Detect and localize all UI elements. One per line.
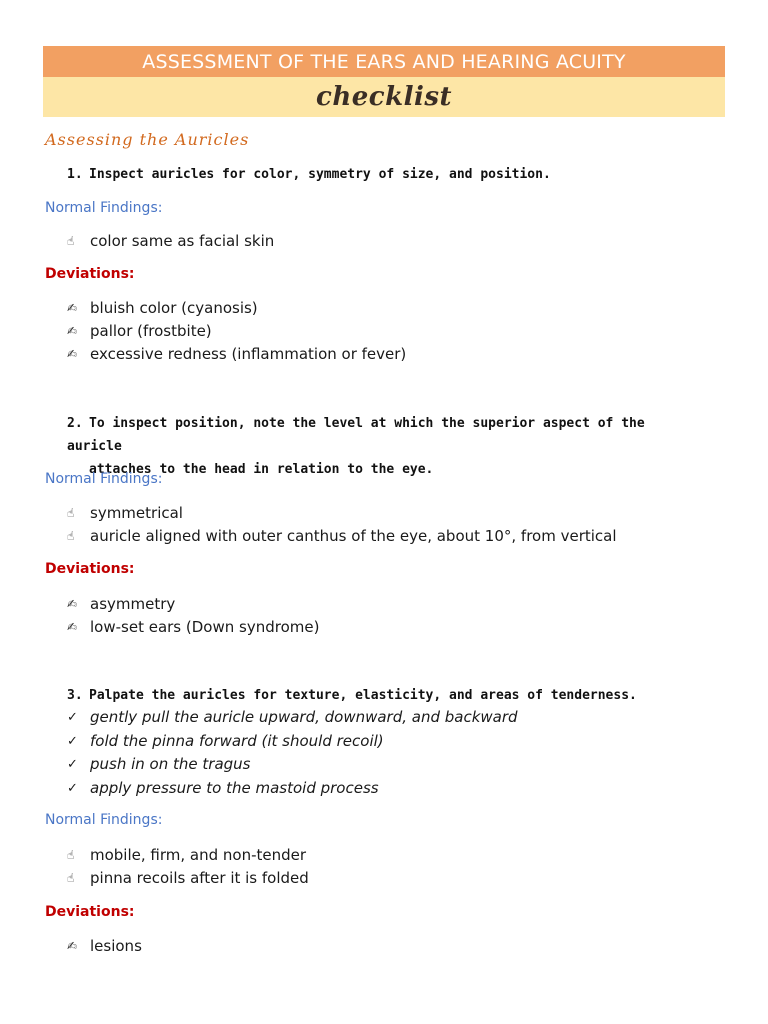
step-number: 3. <box>67 688 83 703</box>
list-item <box>67 504 183 522</box>
list-item <box>67 732 384 750</box>
step-text: Palpate the auricles for texture, elasticity, and areas of tenderness. <box>89 688 637 703</box>
title-banner <box>43 46 725 77</box>
list-item <box>67 618 319 636</box>
list-item <box>67 322 212 340</box>
step-2-normal-label: Normal Findings: <box>45 471 163 487</box>
pointing-hand-icon: ☝ <box>67 506 75 520</box>
writing-hand-icon: ✍ <box>67 939 78 953</box>
pointing-hand-icon: ☝ <box>67 529 75 543</box>
finding-text: pinna recoils after it is folded <box>90 869 309 887</box>
list-item <box>67 708 518 726</box>
deviation-text: asymmetry <box>90 595 176 613</box>
step-number: 2. <box>67 416 83 431</box>
check-mark-icon: ✓ <box>67 733 78 749</box>
section-heading: Assessing the Auricles <box>45 130 250 149</box>
step-3-deviations-label: Deviations: <box>45 904 135 920</box>
finding-text: mobile, firm, and non-tender <box>90 846 307 864</box>
check-mark-icon: ✓ <box>67 756 78 772</box>
step-1-deviations-label: Deviations: <box>45 266 135 282</box>
finding-text: color same as facial skin <box>90 232 275 250</box>
check-mark-icon: ✓ <box>67 709 78 725</box>
step-2-deviations-label: Deviations: <box>45 561 135 577</box>
technique-text: gently pull the auricle upward, downward, and backward <box>90 708 518 726</box>
finding-text: auricle aligned with outer canthus of the eye, about 10°, from vertical <box>90 527 617 545</box>
writing-hand-icon: ✍ <box>67 301 78 315</box>
step-1-instruction <box>67 163 707 186</box>
step-3-instruction <box>67 684 707 707</box>
technique-text: fold the pinna forward (it should recoil) <box>90 732 384 750</box>
list-item <box>67 937 142 955</box>
writing-hand-icon: ✍ <box>67 597 78 611</box>
writing-hand-icon: ✍ <box>67 324 78 338</box>
step-number: 1. <box>67 167 83 182</box>
deviation-text: pallor (frostbite) <box>90 322 212 340</box>
list-item <box>67 755 250 773</box>
list-item <box>67 779 379 797</box>
deviation-text: excessive redness (inflammation or fever) <box>90 345 407 363</box>
deviation-text: bluish color (cyanosis) <box>90 299 258 317</box>
pointing-hand-icon: ☝ <box>67 234 75 248</box>
list-item <box>67 299 258 317</box>
list-item <box>67 846 306 864</box>
writing-hand-icon: ✍ <box>67 620 78 634</box>
list-item <box>67 527 617 545</box>
pointing-hand-icon: ☝ <box>67 848 75 862</box>
step-text-continued: attaches to the head in relation to the eye. <box>89 462 434 477</box>
deviation-text: lesions <box>90 937 142 955</box>
page-subtitle: checklist <box>315 82 453 112</box>
list-item <box>67 232 274 250</box>
pointing-hand-icon: ☝ <box>67 871 75 885</box>
step-1-normal-label: Normal Findings: <box>45 200 163 216</box>
list-item <box>67 345 406 363</box>
writing-hand-icon: ✍ <box>67 347 78 361</box>
step-3-normal-label: Normal Findings: <box>45 812 163 828</box>
technique-text: apply pressure to the mastoid process <box>90 779 379 797</box>
step-text: To inspect position, note the level at which the superior aspect of the auricle <box>67 416 645 454</box>
page-title: ASSESSMENT OF THE EARS AND HEARING ACUITY <box>142 50 626 73</box>
subtitle-banner <box>43 77 725 117</box>
list-item <box>67 869 309 887</box>
step-2-instruction <box>67 412 707 481</box>
check-mark-icon: ✓ <box>67 780 78 796</box>
step-text: Inspect auricles for color, symmetry of size, and position. <box>89 167 551 182</box>
deviation-text: low-set ears (Down syndrome) <box>90 618 320 636</box>
list-item <box>67 595 175 613</box>
finding-text: symmetrical <box>90 504 183 522</box>
technique-text: push in on the tragus <box>90 755 251 773</box>
